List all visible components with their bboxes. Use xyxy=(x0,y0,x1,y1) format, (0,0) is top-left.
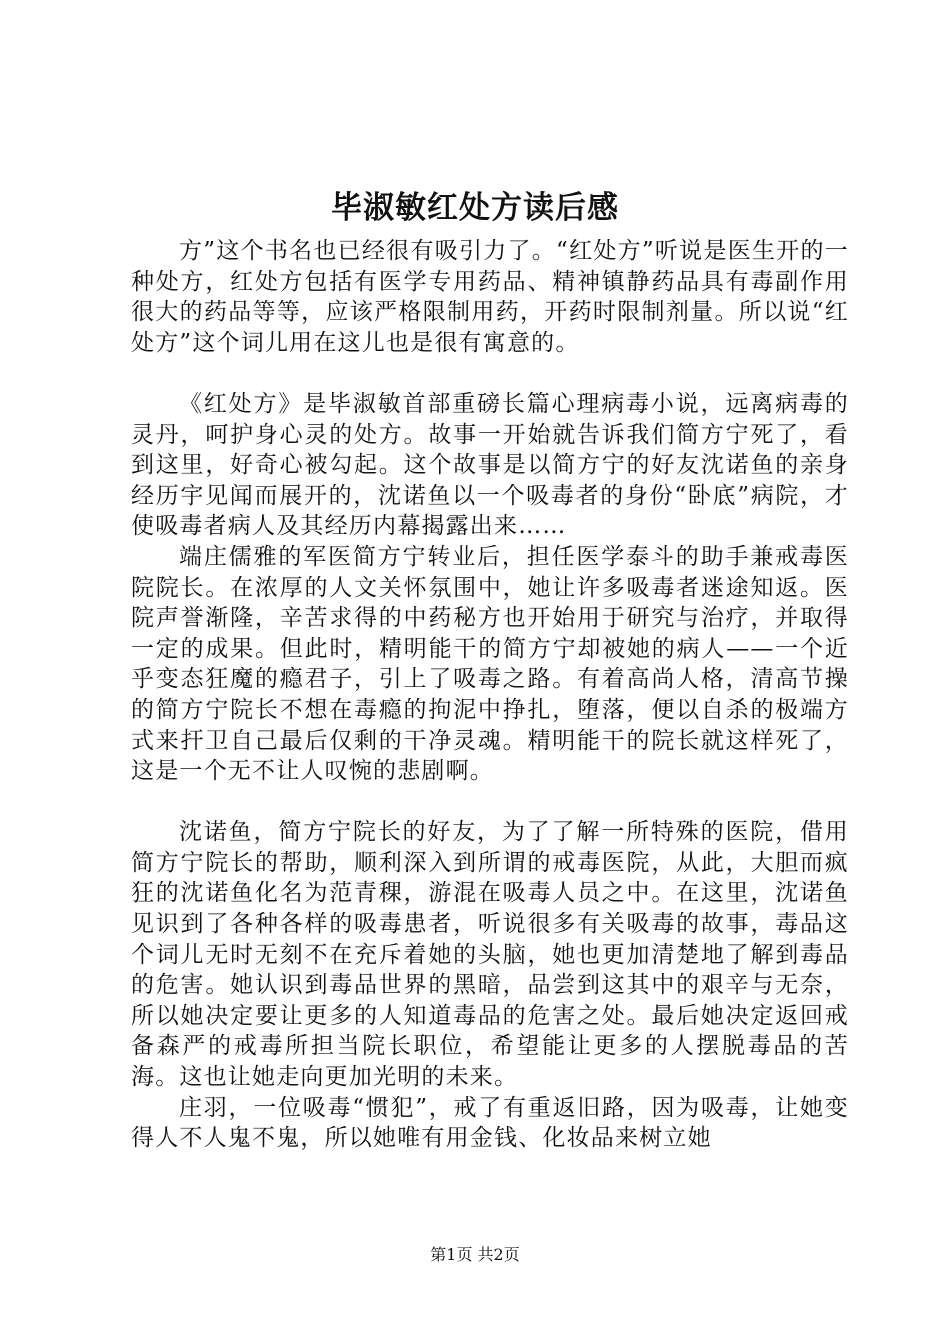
paragraph: 端庄儒雅的军医简方宁转业后，担任医学泰斗的助手兼戒毒医院院长。在浓厚的人文关怀氛围中，她让许多吸毒者迷途知返。医院声誉渐隆，辛苦求得的中药秘方也开始用于研究与治疗，并取得一定的成果。但此时，精明能干的简方宁却被她的病人——一个近乎变态狂魔的瘾君子，引上了吸毒之路。有着高尚人格，清高节操的简方宁院长不想在毒瘾的拘泥中挣扎，堕落，便以自杀的极端方式来扞卫自己最后仅剩的干净灵魂。精明能干的院长就这样死了，这是一个无不让人叹惋的悲剧啊。 xyxy=(131,543,849,785)
paragraph: 《红处方》是毕淑敏首部重磅长篇心理病毒小说，远离病毒的灵丹，呵护身心灵的处方。故事一开始就告诉我们简方宁死了，看到这里，好奇心被勾起。这个故事是以简方宁的好友沈诺鱼的亲身经历宇见闻而展开的，沈诺鱼以一个吸毒者的身份“卧底”病院，才使吸毒者病人及其经历内幕揭露出来…… xyxy=(131,390,849,540)
paragraph: 沈诺鱼，简方宁院长的好友，为了了解一所特殊的医院，借用简方宁院长的帮助，顺利深入到所谓的戒毒医院，从此，大胆而疯狂的沈诺鱼化名为范青稞，游混在吸毒人员之中。在这里，沈诺鱼见识到了各种各样的吸毒患者，听说很多有关吸毒的故事，毒品这个词儿无时无刻不在充斥着她的头脑，她也更加清楚地了解到毒品的危害。她认识到毒品世界的黑暗，品尝到这其中的艰辛与无奈，所以她决定要让更多的人知道毒品的危害之处。最后她决定返回戒备森严的戒毒所担当院长职位，希望能让更多的人摆脱毒品的苦海。这也让她走向更加光明的未来。 xyxy=(131,819,849,1091)
page-number-footer: 第1页 共2页 xyxy=(430,1245,520,1264)
paragraph: 庄羽，一位吸毒“惯犯”，戒了有重返旧路，因为吸毒，让她变得人不人鬼不鬼，所以她唯有用金钱、化妆品来树立她 xyxy=(131,1094,849,1152)
document-body xyxy=(131,236,849,1154)
paragraph: 方”这个书名也已经很有吸引力了。“红处方”听说是医生开的一种处方，红处方包括有医学专用药品、精神镇静药品具有毒副作用很大的药品等等，应该严格限制用药，开药时限制剂量。所以说“红处方”这个词儿用在这儿也是很有寓意的。 xyxy=(131,238,849,356)
document-title: 毕淑敏红处方读后感 xyxy=(331,190,619,226)
